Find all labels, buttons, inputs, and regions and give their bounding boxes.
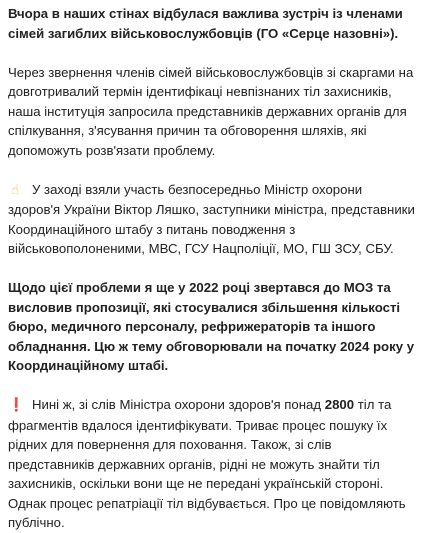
status-text-end: тіл та фрагментів вдалося ідентифікувати. Триває процес пошуку їх рідних для повернення для поховання. Також, зі слів представників державних органів, рідні не можуть знайти тіл захисників, оскільки вони ще не передані українській стороні. Однак процес репатріації тіл відбувається. Про це повідомляють публічно.: [8, 397, 406, 530]
paragraph-participants: [8, 180, 416, 259]
pointing-up-hand-icon: ☝: [10, 182, 20, 198]
identified-count: 2800: [324, 397, 355, 412]
status-text-start: Нині ж, зі слів Міністра охорони здоров'я понад: [32, 397, 325, 412]
paragraph-reason: Через звернення членів сімей військовослужбовців зі скаргами на довготривалий термін ідентифікаці невпізнаних тіл захисників, наша інституція запросила представників державних органів для спілкування, з'ясування причин та обговорення шляхів, які допоможуть розв'язати проблему.: [8, 64, 414, 158]
paragraph-history: Щодо цієї проблеми я ще у 2022 році звертався до МОЗ та висловив пропозиції, які стосувалися збільшення кількості бюро, медичного персоналу, рефрижераторів та іншого обладнання. Цю ж тему обговорювали на початку 2024 року у Координаційному штабі.: [8, 280, 415, 373]
paragraph-status: [8, 395, 416, 533]
participants-text: У заході взяли участь безпосередньо Міністр охорони здоров'я України Віктор Ляшко, заступники міністра, представники Координаційного штабу з питань поводження з військовополоненими, МВС, ГСУ Нацполіції, МО, ГШ ЗСУ, СБУ.: [8, 181, 415, 256]
exclamation-icon: ❗: [8, 398, 25, 413]
paragraph-intro: Вчора в наших стінах відбулася важлива зустріч із членами сімей загиблих військовослужбовців (ГО «Серце назовні»).: [8, 6, 403, 41]
